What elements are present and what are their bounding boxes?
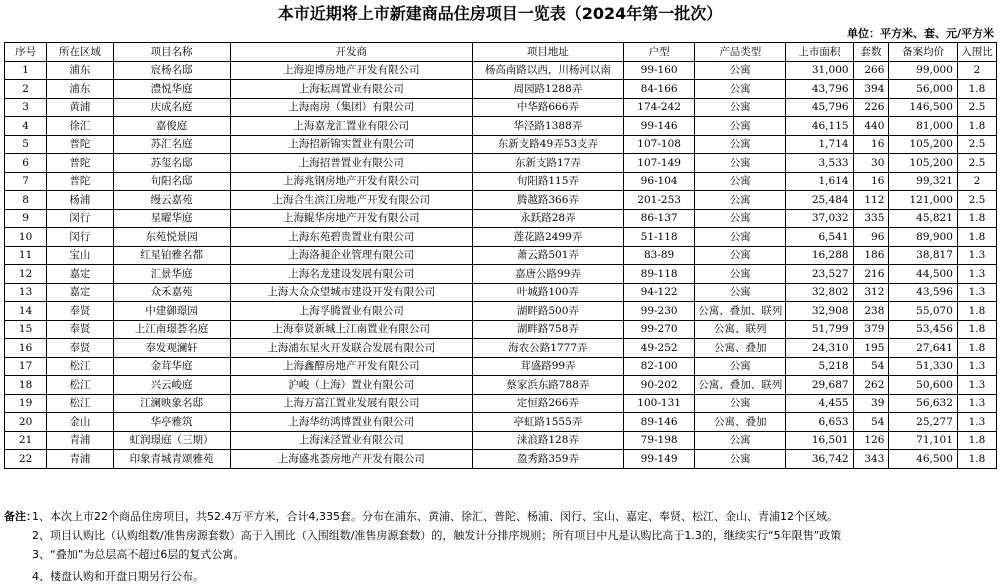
cell-price: 89,900	[889, 228, 958, 247]
cell-area: 45,796	[786, 98, 853, 117]
col-header-area: 上市面积	[786, 43, 853, 62]
cell-price: 81,000	[889, 117, 958, 136]
cell-ratio: 1.8	[957, 117, 996, 136]
cell-area: 36,742	[786, 450, 853, 469]
cell-district: 黄浦	[47, 98, 113, 117]
cell-index: 18	[5, 376, 47, 395]
cell-area: 3,533	[786, 154, 853, 173]
table-row	[5, 357, 997, 376]
cell-developer: 上海鑫醇房地产开发有限公司	[230, 357, 472, 376]
col-header-project: 项目名称	[113, 43, 230, 62]
cell-developer: 上海名龙建设发展有限公司	[230, 265, 472, 284]
cell-project: 澧悦华庭	[113, 80, 230, 99]
cell-price: 38,817	[889, 246, 958, 265]
cell-units: 238	[853, 302, 889, 321]
cell-units: 96	[853, 228, 889, 247]
cell-unit-size: 99-230	[623, 302, 695, 321]
cell-area: 43,796	[786, 80, 853, 99]
cell-address: 海农公路1777弄	[473, 339, 624, 358]
col-header-ratio: 入围比	[957, 43, 996, 62]
table-row	[5, 209, 997, 228]
cell-ratio: 1.3	[957, 376, 996, 395]
cell-unit-size: 84-166	[623, 80, 695, 99]
cell-address: 茸盛路99弄	[473, 357, 624, 376]
cell-product-type: 公寓	[695, 80, 786, 99]
cell-ratio: 2.5	[957, 191, 996, 210]
cell-unit-size: 99-270	[623, 320, 695, 339]
cell-units: 39	[853, 394, 889, 413]
cell-project: 中建御璟园	[113, 302, 230, 321]
cell-district: 松江	[47, 394, 113, 413]
table-row	[5, 80, 997, 99]
cell-project: 众禾嘉苑	[113, 283, 230, 302]
table-header-row	[5, 43, 997, 62]
cell-district: 浦东	[47, 61, 113, 80]
cell-ratio: 1.3	[957, 394, 996, 413]
cell-unit-size: 99-146	[623, 117, 695, 136]
table-row	[5, 394, 997, 413]
cell-project: 虹润璟庭（三期）	[113, 431, 230, 450]
col-header-address: 项目地址	[473, 43, 624, 62]
cell-index: 19	[5, 394, 47, 413]
cell-district: 徐汇	[47, 117, 113, 136]
cell-area: 46,115	[786, 117, 853, 136]
cell-units: 16	[853, 172, 889, 191]
cell-area: 32,802	[786, 283, 853, 302]
cell-district: 普陀	[47, 135, 113, 154]
cell-units: 335	[853, 209, 889, 228]
cell-unit-size: 107-108	[623, 135, 695, 154]
cell-address: 定恒路266弄	[473, 394, 624, 413]
cell-project: 苏玺名邸	[113, 154, 230, 173]
cell-district: 嘉定	[47, 265, 113, 284]
cell-address: 腾越路366弄	[473, 191, 624, 210]
cell-address: 华泾路1388弄	[473, 117, 624, 136]
cell-ratio: 1.8	[957, 431, 996, 450]
cell-price: 121,000	[889, 191, 958, 210]
col-header-price: 备案均价	[889, 43, 958, 62]
col-header-district: 所在区域	[47, 43, 113, 62]
unit-label: 单位：平方米、套、元/平方米	[846, 27, 994, 40]
cell-product-type: 公寓	[695, 209, 786, 228]
cell-price: 56,000	[889, 80, 958, 99]
cell-ratio: 2	[957, 172, 996, 191]
table-row	[5, 431, 997, 450]
cell-ratio: 1.3	[957, 357, 996, 376]
cell-project: 东苑悦景园	[113, 228, 230, 247]
table-row	[5, 283, 997, 302]
cell-project: 宸杨名邸	[113, 61, 230, 80]
cell-developer: 上海盛兆荟房地产开发有限公司	[230, 450, 472, 469]
cell-units: 186	[853, 246, 889, 265]
cell-product-type: 公寓	[695, 357, 786, 376]
cell-units: 54	[853, 413, 889, 432]
table-row	[5, 320, 997, 339]
cell-ratio: 1.3	[957, 265, 996, 284]
notes-label: 备注：	[4, 510, 37, 523]
cell-unit-size: 86-137	[623, 209, 695, 228]
cell-index: 7	[5, 172, 47, 191]
cell-district: 普陀	[47, 172, 113, 191]
cell-price: 45,821	[889, 209, 958, 228]
cell-index: 14	[5, 302, 47, 321]
cell-price: 55,070	[889, 302, 958, 321]
table-row	[5, 265, 997, 284]
cell-product-type: 公寓	[695, 191, 786, 210]
cell-price: 46,500	[889, 450, 958, 469]
table-row	[5, 117, 997, 136]
cell-product-type: 公寓	[695, 61, 786, 80]
note-line-1: 1、本次上市22个商品住房项目，共52.4万平方米，合计4,335套。分布在浦东、黄浦、徐汇、普陀、杨浦、闵行、宝山、嘉定、奉贤、松江、金山、青浦12个区域。	[32, 510, 838, 523]
cell-address: 湖畔路758弄	[473, 320, 624, 339]
cell-district: 金山	[47, 413, 113, 432]
cell-unit-size: 99-160	[623, 61, 695, 80]
cell-district: 浦东	[47, 80, 113, 99]
cell-ratio: 2	[957, 61, 996, 80]
cell-project: 缦云嘉苑	[113, 191, 230, 210]
cell-address: 蔡家浜东路788弄	[473, 376, 624, 395]
cell-index: 12	[5, 265, 47, 284]
cell-index: 15	[5, 320, 47, 339]
cell-area: 5,218	[786, 357, 853, 376]
document-title: 本市近期将上市新建商品住房项目一览表（2024年第一批次）	[277, 4, 723, 23]
cell-price: 43,596	[889, 283, 958, 302]
cell-address: 旬阳路115弄	[473, 172, 624, 191]
cell-product-type: 公寓	[695, 172, 786, 191]
table-row	[5, 339, 997, 358]
table-row	[5, 302, 997, 321]
cell-unit-size: 201-253	[623, 191, 695, 210]
cell-district: 奉贤	[47, 320, 113, 339]
cell-unit-size: 174-242	[623, 98, 695, 117]
cell-ratio: 1.8	[957, 320, 996, 339]
table-row	[5, 413, 997, 432]
cell-price: 71,101	[889, 431, 958, 450]
table-row	[5, 172, 997, 191]
cell-unit-size: 89-146	[623, 413, 695, 432]
cell-area: 16,501	[786, 431, 853, 450]
cell-units: 266	[853, 61, 889, 80]
cell-district: 奉贤	[47, 302, 113, 321]
cell-product-type: 公寓、叠加	[695, 413, 786, 432]
cell-area: 6,541	[786, 228, 853, 247]
col-header-product-type: 产品类型	[695, 43, 786, 62]
cell-project: 旬阳名邸	[113, 172, 230, 191]
note-line-3: 3、“叠加”为总层高不超过6层的复式公寓。	[32, 548, 245, 561]
cell-unit-size: 79-198	[623, 431, 695, 450]
cell-unit-size: 90-202	[623, 376, 695, 395]
cell-project: 上江南璟荟名庭	[113, 320, 230, 339]
cell-product-type: 公寓	[695, 431, 786, 450]
cell-product-type: 公寓	[695, 154, 786, 173]
cell-address: 叶城路100弄	[473, 283, 624, 302]
cell-ratio: 1.8	[957, 228, 996, 247]
cell-ratio: 1.8	[957, 80, 996, 99]
cell-project: 华亭雅筑	[113, 413, 230, 432]
cell-price: 99,321	[889, 172, 958, 191]
cell-area: 1,614	[786, 172, 853, 191]
cell-unit-size: 83-89	[623, 246, 695, 265]
note-line-4: 4、楼盘认购和开盘日期另行公布。	[32, 570, 204, 583]
cell-area: 16,288	[786, 246, 853, 265]
cell-ratio: 2.5	[957, 98, 996, 117]
cell-district: 奉贤	[47, 339, 113, 358]
cell-units: 216	[853, 265, 889, 284]
cell-index: 13	[5, 283, 47, 302]
col-header-units: 套数	[853, 43, 889, 62]
cell-ratio: 1.8	[957, 450, 996, 469]
cell-unit-size: 107-149	[623, 154, 695, 173]
cell-developer: 上海鲲华房地产开发有限公司	[230, 209, 472, 228]
cell-index: 2	[5, 80, 47, 99]
cell-area: 24,310	[786, 339, 853, 358]
cell-ratio: 1.8	[957, 209, 996, 228]
cell-project: 红星铂雅名都	[113, 246, 230, 265]
table-row	[5, 135, 997, 154]
cell-units: 440	[853, 117, 889, 136]
cell-unit-size: 96-104	[623, 172, 695, 191]
cell-units: 16	[853, 135, 889, 154]
cell-developer: 上海招普置业有限公司	[230, 154, 472, 173]
note-line-2: 2、项目认购比（认购组数/准售房源套数）高于入围比（入围组数/准售房源套数）的，触发计分排序规则；所有项目中凡是认购比高于1.3的，继续实行“5年限售”政策	[32, 529, 842, 542]
cell-index: 6	[5, 154, 47, 173]
table-row	[5, 98, 997, 117]
cell-index: 1	[5, 61, 47, 80]
cell-index: 20	[5, 413, 47, 432]
cell-developer: 沪峻（上海）置业有限公司	[230, 376, 472, 395]
cell-units: 112	[853, 191, 889, 210]
cell-area: 25,484	[786, 191, 853, 210]
cell-project: 奉发观澜轩	[113, 339, 230, 358]
cell-unit-size: 99-149	[623, 450, 695, 469]
cell-product-type: 公寓	[695, 228, 786, 247]
cell-index: 9	[5, 209, 47, 228]
cell-developer: 上海孚腾置业有限公司	[230, 302, 472, 321]
cell-product-type: 公寓	[695, 135, 786, 154]
cell-developer: 上海东苑碧贵置业有限公司	[230, 228, 472, 247]
cell-unit-size: 49-252	[623, 339, 695, 358]
cell-product-type: 公寓、叠加、联列	[695, 376, 786, 395]
cell-unit-size: 51-118	[623, 228, 695, 247]
cell-district: 嘉定	[47, 283, 113, 302]
cell-price: 146,500	[889, 98, 958, 117]
cell-address: 永跃路28弄	[473, 209, 624, 228]
cell-address: 东新支路17弄	[473, 154, 624, 173]
cell-address: 盈秀路359弄	[473, 450, 624, 469]
cell-developer: 上海招新锦实置业有限公司	[230, 135, 472, 154]
cell-area: 51,799	[786, 320, 853, 339]
cell-address: 湖畔路500弄	[473, 302, 624, 321]
cell-district: 青浦	[47, 450, 113, 469]
cell-area: 29,687	[786, 376, 853, 395]
cell-address: 中华路666弄	[473, 98, 624, 117]
cell-area: 4,455	[786, 394, 853, 413]
cell-area: 6,653	[786, 413, 853, 432]
cell-index: 5	[5, 135, 47, 154]
cell-developer: 上海大众众望城市建设开发有限公司	[230, 283, 472, 302]
cell-units: 54	[853, 357, 889, 376]
cell-unit-size: 89-118	[623, 265, 695, 284]
cell-product-type: 公寓	[695, 450, 786, 469]
cell-index: 10	[5, 228, 47, 247]
table-row	[5, 191, 997, 210]
cell-ratio: 1.8	[957, 339, 996, 358]
table-row	[5, 228, 997, 247]
cell-index: 8	[5, 191, 47, 210]
cell-price: 50,600	[889, 376, 958, 395]
cell-units: 312	[853, 283, 889, 302]
cell-units: 126	[853, 431, 889, 450]
cell-address: 周园路1288弄	[473, 80, 624, 99]
cell-price: 56,632	[889, 394, 958, 413]
cell-product-type: 公寓、联列	[695, 320, 786, 339]
cell-units: 394	[853, 80, 889, 99]
cell-units: 30	[853, 154, 889, 173]
cell-index: 11	[5, 246, 47, 265]
cell-units: 226	[853, 98, 889, 117]
cell-product-type: 公寓	[695, 98, 786, 117]
cell-project: 汇景华庭	[113, 265, 230, 284]
cell-address: 东新支路49弄53支弄	[473, 135, 624, 154]
cell-address: 涞浪路128弄	[473, 431, 624, 450]
cell-index: 4	[5, 117, 47, 136]
cell-ratio: 2.5	[957, 135, 996, 154]
cell-developer: 上海嘉龙汇置业有限公司	[230, 117, 472, 136]
cell-district: 闵行	[47, 228, 113, 247]
table-row	[5, 154, 997, 173]
cell-developer: 上海万富江置业发展有限公司	[230, 394, 472, 413]
cell-project: 金茸华庭	[113, 357, 230, 376]
cell-units: 379	[853, 320, 889, 339]
cell-project: 兴云峻庭	[113, 376, 230, 395]
cell-project: 江澜映象名邸	[113, 394, 230, 413]
cell-developer: 上海浦东星火开发联合发展有限公司	[230, 339, 472, 358]
cell-area: 31,000	[786, 61, 853, 80]
cell-price: 105,200	[889, 135, 958, 154]
cell-developer: 上海奉贤新城上江南置业有限公司	[230, 320, 472, 339]
cell-developer: 上海南房（集团）有限公司	[230, 98, 472, 117]
col-header-unit-size: 户型	[623, 43, 695, 62]
cell-price: 27,641	[889, 339, 958, 358]
cell-price: 44,500	[889, 265, 958, 284]
cell-unit-size: 100-131	[623, 394, 695, 413]
cell-developer: 上海合生滨江房地产开发有限公司	[230, 191, 472, 210]
cell-ratio: 1.3	[957, 246, 996, 265]
cell-developer: 上海耘周置业有限公司	[230, 80, 472, 99]
cell-project: 印象青城青颂雅苑	[113, 450, 230, 469]
table-row	[5, 450, 997, 469]
cell-project: 庆成名庭	[113, 98, 230, 117]
cell-district: 松江	[47, 357, 113, 376]
cell-units: 343	[853, 450, 889, 469]
table-row	[5, 376, 997, 395]
cell-index: 22	[5, 450, 47, 469]
table-row	[5, 61, 997, 80]
cell-project: 星曜华庭	[113, 209, 230, 228]
cell-price: 51,330	[889, 357, 958, 376]
cell-developer: 上海迎博房地产开发有限公司	[230, 61, 472, 80]
cell-project: 苏汇名庭	[113, 135, 230, 154]
cell-price: 105,200	[889, 154, 958, 173]
cell-unit-size: 94-122	[623, 283, 695, 302]
cell-district: 杨浦	[47, 191, 113, 210]
cell-product-type: 公寓	[695, 246, 786, 265]
cell-area: 1,714	[786, 135, 853, 154]
cell-product-type: 公寓	[695, 283, 786, 302]
cell-developer: 上海兆钢房地产开发有限公司	[230, 172, 472, 191]
cell-price: 53,456	[889, 320, 958, 339]
cell-district: 闵行	[47, 209, 113, 228]
cell-product-type: 公寓	[695, 394, 786, 413]
col-header-developer: 开发商	[230, 43, 472, 62]
cell-index: 3	[5, 98, 47, 117]
cell-ratio: 2.5	[957, 154, 996, 173]
cell-product-type: 公寓	[695, 265, 786, 284]
cell-index: 17	[5, 357, 47, 376]
cell-developer: 上海洛昶企业管理有限公司	[230, 246, 472, 265]
cell-area: 32,908	[786, 302, 853, 321]
cell-ratio: 1.8	[957, 302, 996, 321]
cell-unit-size: 82-100	[623, 357, 695, 376]
cell-product-type: 公寓、叠加、联列	[695, 302, 786, 321]
table-row	[5, 246, 997, 265]
cell-ratio: 1.3	[957, 413, 996, 432]
cell-developer: 上海涞泾置业有限公司	[230, 431, 472, 450]
cell-index: 16	[5, 339, 47, 358]
cell-address: 萧云路501弄	[473, 246, 624, 265]
cell-price: 99,000	[889, 61, 958, 80]
cell-product-type: 公寓、叠加	[695, 339, 786, 358]
cell-address: 嘉唐公路99弄	[473, 265, 624, 284]
cell-units: 195	[853, 339, 889, 358]
cell-ratio: 1.3	[957, 283, 996, 302]
cell-product-type: 公寓	[695, 117, 786, 136]
cell-index: 21	[5, 431, 47, 450]
cell-project: 嘉俊庭	[113, 117, 230, 136]
cell-address: 亭虹路1555弄	[473, 413, 624, 432]
cell-units: 262	[853, 376, 889, 395]
cell-area: 37,032	[786, 209, 853, 228]
cell-developer: 上海华纺鸿博置业有限公司	[230, 413, 472, 432]
cell-district: 宝山	[47, 246, 113, 265]
cell-district: 普陀	[47, 154, 113, 173]
cell-district: 青浦	[47, 431, 113, 450]
cell-district: 松江	[47, 376, 113, 395]
cell-address: 莲花路2499弄	[473, 228, 624, 247]
cell-area: 23,527	[786, 265, 853, 284]
project-table	[4, 42, 997, 469]
cell-price: 25,277	[889, 413, 958, 432]
col-header-index: 序号	[5, 43, 47, 62]
cell-address: 杨高南路以西，川杨河以南	[473, 61, 624, 80]
